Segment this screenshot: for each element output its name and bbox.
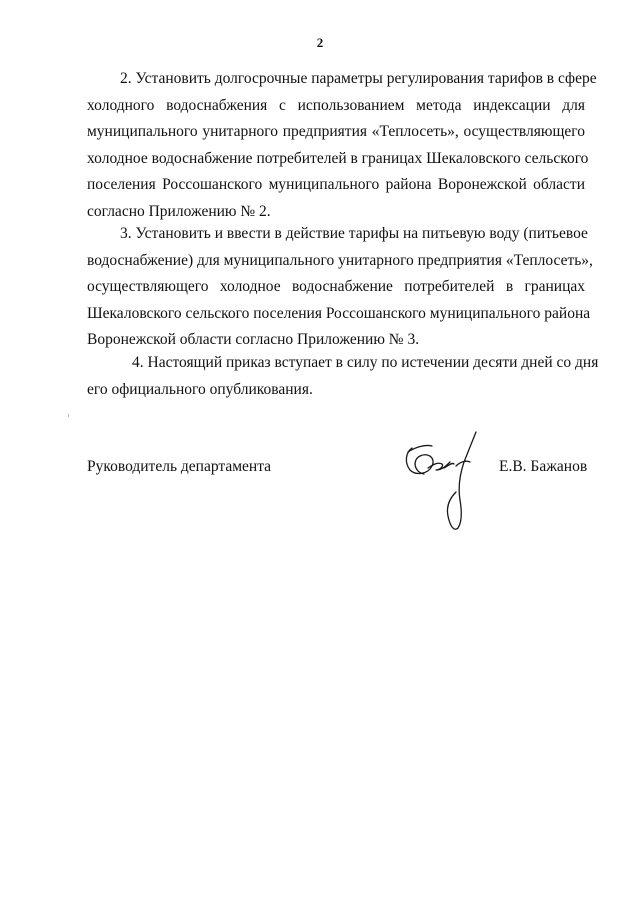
handwritten-signature-icon <box>398 428 494 532</box>
paragraph-item-3 <box>87 221 593 354</box>
page-number: 2 <box>316 35 324 50</box>
paragraph-line: Шекаловского сельского поселения Россошанского муниципального района <box>87 304 591 322</box>
paragraph-item-4 <box>87 350 599 403</box>
scan-margin-mark <box>68 414 69 417</box>
paragraph-line: поселения Россошанского муниципального района Воронежской области <box>87 176 585 194</box>
paragraph-line: холодного водоснабжения с использованием метода индексации для <box>87 96 585 114</box>
paragraph-line: 3. Установить и ввести в действие тарифы на питьевую воду (питьевое <box>120 225 588 242</box>
paragraph-line: 4. Настоящий приказ вступает в силу по истечении десяти дней со дня <box>132 354 599 371</box>
paragraph-line: муниципального унитарного предприятия «Теплосеть», осуществляющего <box>87 123 585 141</box>
paragraph-line: холодное водоснабжение потребителей в границах Шекаловского сельского <box>87 149 589 167</box>
paragraph-line: осуществляющего холодное водоснабжение потребителей в границах <box>87 278 585 296</box>
paragraph-line: согласно Приложению № 2. <box>87 202 271 220</box>
paragraph-line: его официального опубликования. <box>87 380 313 398</box>
paragraph-line: водоснабжение) для муниципального унитарного предприятия «Теплосеть», <box>87 251 593 269</box>
paragraph-item-2 <box>87 66 597 226</box>
paragraph-line: Воронежской области согласно Приложению № 3. <box>87 331 420 349</box>
paragraph-line: 2. Установить долгосрочные параметры регулирования тарифов в сфере <box>120 70 597 87</box>
signatory-position: Руководитель департамента <box>87 458 272 475</box>
signatory-name: Е.В. Бажанов <box>499 458 588 475</box>
